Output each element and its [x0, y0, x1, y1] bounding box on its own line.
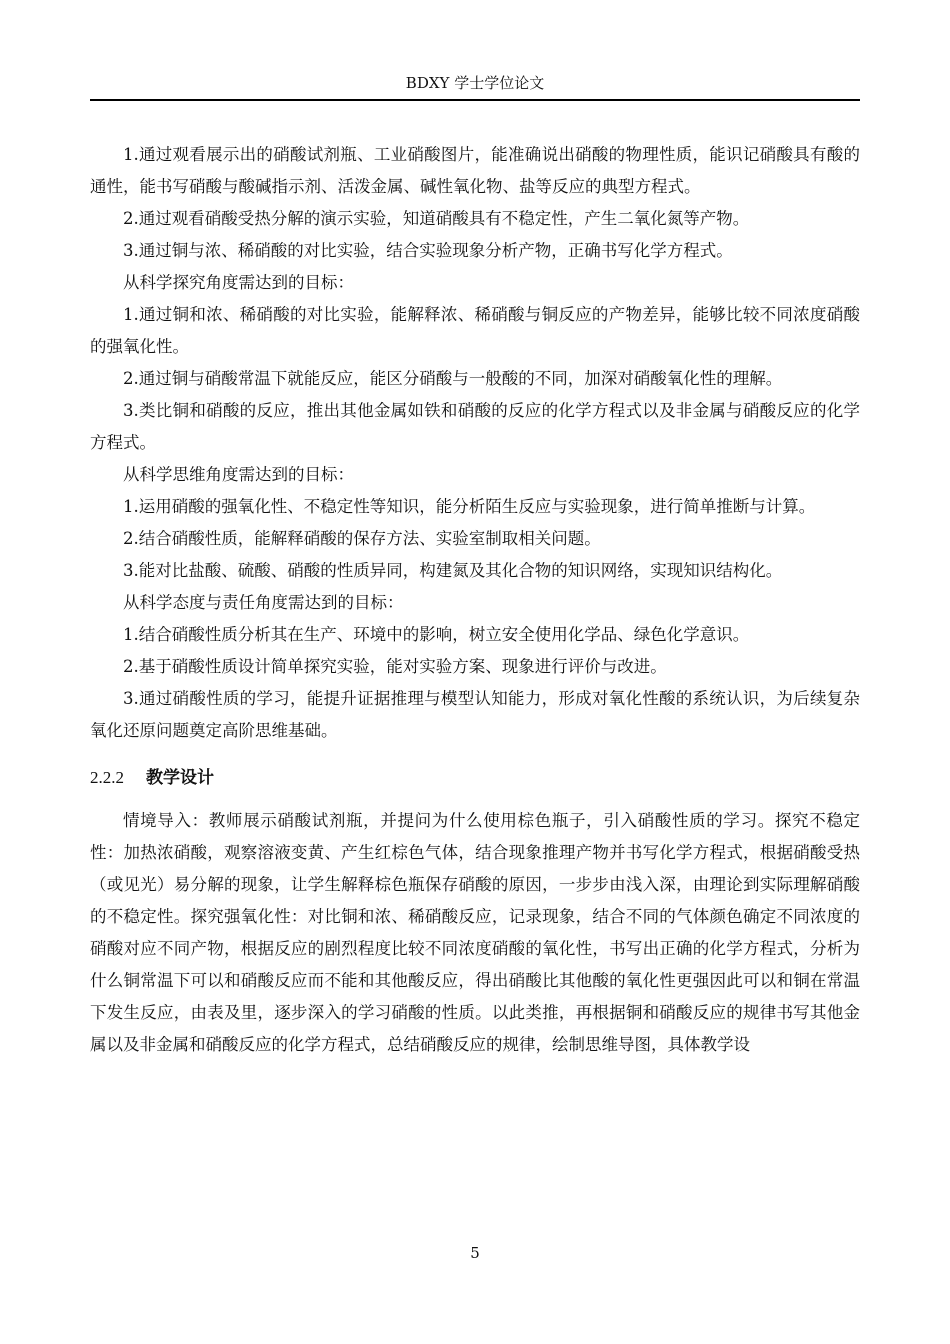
section-heading	[90, 763, 860, 793]
paragraph: 从科学态度与责任角度需达到的目标：	[123, 593, 404, 612]
paragraph: 2.结合硝酸性质，能解释硝酸的保存方法、实验室制取相关问题。	[123, 529, 601, 548]
paragraph: 1.运用硝酸的强氧化性、不稳定性等知识，能分析陌生反应与实验现象，进行简单推断与计算。	[123, 497, 816, 516]
paragraph: 1.结合硝酸性质分析其在生产、环境中的影响，树立安全使用化学品、绿色化学意识。	[123, 625, 750, 644]
paragraph: 情境导入：教师展示硝酸试剂瓶，并提问为什么使用棕色瓶子，引入硝酸性质的学习。探究不稳定性：加热浓硝酸，观察溶液变黄、产生红棕色气体，结合现象推理产物并书写化学方程式，根据硝酸受热（或见光）易分解的现象，让学生解释棕色瓶保存硝酸的原因，一步步由浅入深，由理论到实际理解硝酸的不稳定性。探究强氧化性：对比铜和浓、稀硝酸反应，记录现象，结合不同的气体颜色确定不同浓度的硝酸对应不同产物，根据反应的剧烈程度比较不同浓度硝酸的氧化性，书写出正确的化学方程式，分析为什么铜常温下可以和硝酸反应而不能和其他酸反应，得出硝酸比其他酸的氧化性更强因此可以和铜在常温下发生反应，由表及里，逐步深入的学习硝酸的性质。以此类推，再根据铜和硝酸反应的规律书写其他金属以及非金属和硝酸反应的化学方程式，总结硝酸反应的规律，绘制思维导图，具体教学设	[90, 811, 860, 1054]
page-number: 5	[470, 1244, 480, 1262]
paragraph: 从科学思维角度需达到的目标：	[123, 465, 354, 484]
running-header: BDXY 学士学位论文	[405, 74, 545, 92]
section-title: 教学设计	[146, 768, 214, 788]
paragraph: 2.通过铜与硝酸常温下就能反应，能区分硝酸与一般酸的不同，加深对硝酸氧化性的理解。	[123, 369, 783, 388]
body-text	[90, 139, 860, 1061]
paragraph: 从科学探究角度需达到的目标：	[123, 273, 354, 292]
paragraph: 1.通过铜和浓、稀硝酸的对比实验，能解释浓、稀硝酸与铜反应的产物差异，能够比较不同浓度硝酸的强氧化性。	[90, 305, 860, 356]
paragraph: 3.能对比盐酸、硫酸、硝酸的性质异同，构建氮及其化合物的知识网络，实现知识结构化。	[123, 561, 783, 580]
paragraph: 1.通过观看展示出的硝酸试剂瓶、工业硝酸图片，能准确说出硝酸的物理性质，能识记硝酸具有酸的通性，能书写硝酸与酸碱指示剂、活泼金属、碱性氧化物、盐等反应的典型方程式。	[90, 145, 860, 196]
paragraph: 2.基于硝酸性质设计简单探究实验，能对实验方案、现象进行评价与改进。	[123, 657, 667, 676]
paragraph: 2.通过观看硝酸受热分解的演示实验，知道硝酸具有不稳定性，产生二氧化氮等产物。	[123, 209, 750, 228]
paragraph: 3.通过硝酸性质的学习，能提升证据推理与模型认知能力，形成对氧化性酸的系统认识，为后续复杂氧化还原问题奠定高阶思维基础。	[90, 689, 860, 740]
paragraph: 3.类比铜和硝酸的反应，推出其他金属如铁和硝酸的反应的化学方程式以及非金属与硝酸反应的化学方程式。	[90, 401, 860, 452]
paragraph: 3.通过铜与浓、稀硝酸的对比实验，结合实验现象分析产物，正确书写化学方程式。	[123, 241, 733, 260]
section-number: 2.2.2	[90, 768, 124, 787]
header-rule	[90, 99, 860, 101]
